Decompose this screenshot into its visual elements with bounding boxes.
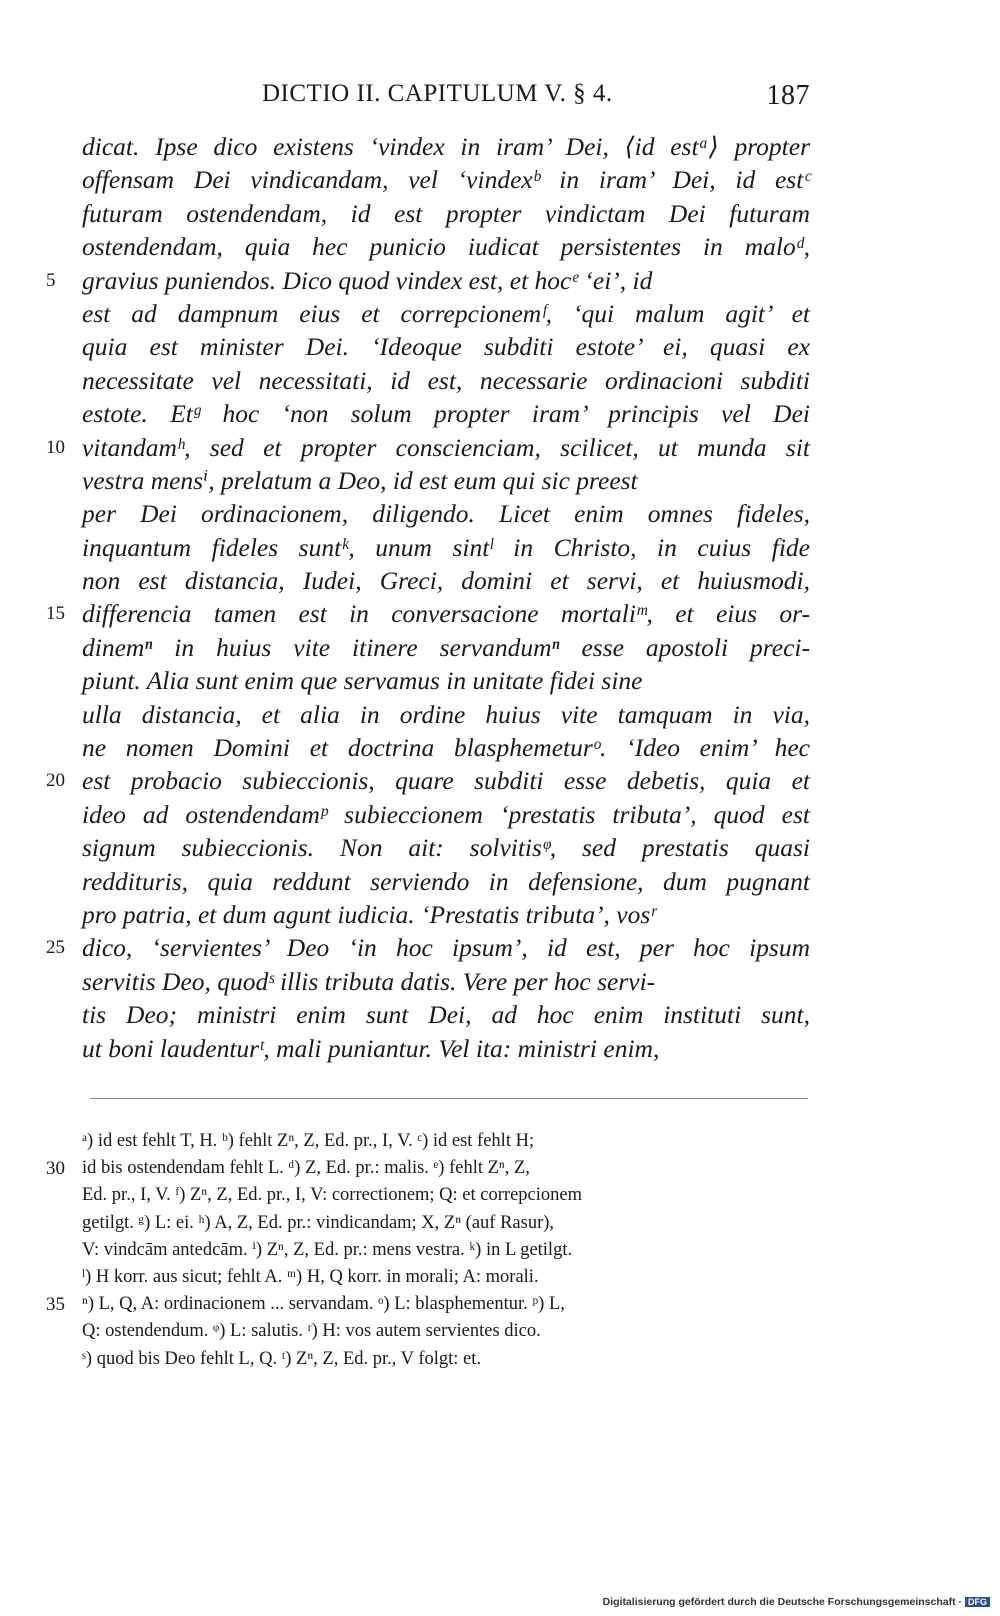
text-line bbox=[82, 731, 810, 764]
footnote-line bbox=[46, 1155, 810, 1182]
text-line bbox=[82, 698, 810, 731]
line-text: quia est minister Dei. ‘Ideoque subditi estote’ ei, quasi ex bbox=[82, 332, 810, 362]
line-text: ˢ) quod bis Deo fehlt L, Q. ᵗ) Zⁿ, Z, Ed. pr., V folgt: et. bbox=[82, 1348, 482, 1369]
text-line bbox=[82, 865, 810, 898]
line-text: pro patria, et dum agunt iudicia. ‘Prestatis tributa’, vosʳ bbox=[82, 899, 656, 929]
line-text: ulla distancia, et alia in ordine huius vite tamquam in via, bbox=[82, 699, 810, 729]
text-line bbox=[82, 798, 810, 831]
line-text: vitandamʰ, sed et propter conscienciam, scilicet, ut munda sit bbox=[82, 432, 810, 462]
text-line bbox=[82, 297, 810, 330]
text-line bbox=[82, 130, 810, 163]
line-text: inquantum fideles suntᵏ, unum sintˡ in Christo, in cuius fide bbox=[82, 532, 810, 562]
line-text: ⁿ) L, Q, A: ordinacionem ... servandam. ᵒ) L: blasphementur. ᵖ) L, bbox=[82, 1294, 565, 1315]
text-line bbox=[82, 163, 810, 196]
footnote-divider bbox=[90, 1098, 808, 1099]
line-text: futuram ostendendam, id est propter vindictam Dei futuram bbox=[82, 198, 810, 228]
footnote-line bbox=[82, 1128, 810, 1155]
credit-text: Digitalisierung gefördert durch die Deutsche Forschungsgemeinschaft · bbox=[602, 1596, 962, 1608]
digitization-credit bbox=[603, 1596, 990, 1608]
line-text: dico, ‘servientes’ Deo ‘in hoc ipsum’, id est, per hoc ipsum bbox=[82, 933, 810, 963]
line-text: ideo ad ostendendamᵖ subieccionem ‘prestatis tributa’, quod est bbox=[82, 799, 810, 829]
line-text: est probacio subieccionis, quare subditi esse debetis, quia et bbox=[82, 766, 810, 796]
footnote-line bbox=[82, 1210, 810, 1237]
line-text: ˡ) H korr. aus sicut; fehlt A. ᵐ) H, Q korr. in morali; A: morali. bbox=[82, 1266, 539, 1287]
line-text: ut boni laudenturᵗ, mali puniantur. Vel ita: ministri enim, bbox=[82, 1033, 660, 1063]
footnote-line bbox=[82, 1237, 810, 1264]
dfg-logo: DFG bbox=[965, 1597, 990, 1607]
line-text: dicat. Ipse dico existens ‘vindex in iram’ Dei, ⟨id estᵃ⟩ propter bbox=[82, 132, 810, 161]
text-line bbox=[82, 664, 810, 697]
text-line bbox=[46, 931, 810, 964]
main-text bbox=[46, 130, 810, 1065]
footnote-line bbox=[82, 1182, 810, 1209]
line-text: tis Deo; ministri enim sunt Dei, ad hoc enim instituti sunt, bbox=[82, 1000, 810, 1030]
line-text: offensam Dei vindicandam, vel ‘vindexᵇ in iram’ Dei, id estᶜ bbox=[82, 165, 810, 195]
text-line bbox=[82, 364, 810, 397]
text-line bbox=[82, 965, 810, 998]
line-text: est ad dampnum eius et correpcionemᶠ, ‘qui malum agit’ et bbox=[82, 298, 810, 328]
line-text: estote. Etᵍ hoc ‘non solum propter iram’ principis vel Dei bbox=[82, 399, 810, 429]
text-line bbox=[46, 597, 810, 630]
text-line bbox=[82, 564, 810, 597]
line-text: signum subieccionis. Non ait: solvitisᵠ, sed prestatis quasi bbox=[82, 833, 810, 863]
line-text: V: vindcām antedcām. ⁱ) Zⁿ, Z, Ed. pr.: mens vestra. ᵏ) in L getilgt. bbox=[82, 1239, 573, 1260]
line-text: servitis Deo, quodˢ illis tributa datis. Vere per hoc servi- bbox=[82, 966, 656, 996]
line-text: dinemⁿ in huius vite itinere servandumⁿ esse apostoli preci- bbox=[82, 632, 810, 662]
text-line bbox=[82, 197, 810, 230]
footnote-line bbox=[82, 1346, 810, 1373]
footnote-line bbox=[46, 1291, 810, 1318]
line-number: 20 bbox=[46, 770, 65, 792]
line-number: 35 bbox=[46, 1294, 65, 1316]
text-line bbox=[46, 764, 810, 797]
text-line bbox=[46, 431, 810, 464]
line-text: differencia tamen est in conversacione mortaliᵐ, et eius or- bbox=[82, 599, 810, 629]
text-line bbox=[82, 831, 810, 864]
footnotes bbox=[46, 1128, 810, 1373]
line-number: 30 bbox=[46, 1158, 65, 1180]
line-text: gravius puniendos. Dico quod vindex est, et hocᵉ ‘ei’, id bbox=[82, 265, 653, 295]
line-text: ᵃ) id est fehlt T, H. ᵇ) fehlt Zⁿ, Z, Ed. pr., I, V. ᶜ) id est fehlt H; bbox=[82, 1131, 535, 1151]
line-text: per Dei ordinacionem, diligendo. Licet enim omnes fideles, bbox=[82, 499, 810, 529]
text-line bbox=[46, 264, 810, 297]
text-line bbox=[82, 1032, 810, 1065]
text-line bbox=[82, 464, 810, 497]
page-header bbox=[82, 76, 810, 116]
line-text: non est distancia, Iudei, Greci, domini et servi, et huiusmodi, bbox=[82, 566, 810, 596]
line-number: 5 bbox=[46, 269, 56, 291]
text-line bbox=[82, 998, 810, 1031]
line-number: 15 bbox=[46, 603, 65, 625]
page-number: 187 bbox=[766, 80, 810, 111]
line-text: id bis ostendendam fehlt L. ᵈ) Z, Ed. pr.: malis. ᵉ) fehlt Zⁿ, Z, bbox=[82, 1158, 530, 1179]
text-line bbox=[82, 497, 810, 530]
line-text: Ed. pr., I, V. ᶠ) Zⁿ, Z, Ed. pr., I, V: correctionem; Q: et correpcionem bbox=[82, 1185, 582, 1206]
text-line bbox=[82, 898, 810, 931]
line-text: ostendendam, quia hec punicio iudicat persistentes in maloᵈ, bbox=[82, 232, 810, 262]
text-line bbox=[82, 230, 810, 263]
line-number: 10 bbox=[46, 436, 65, 458]
text-line bbox=[82, 631, 810, 664]
line-text: Q: ostendendum. ᵠ) L: salutis. ʳ) H: vos autem servientes dico. bbox=[82, 1321, 541, 1342]
line-text: reddituris, quia reddunt serviendo in defensione, dum pugnant bbox=[82, 866, 810, 896]
text-line bbox=[82, 531, 810, 564]
line-text: necessitate vel necessitati, id est, necessarie ordinacioni subditi bbox=[82, 365, 810, 395]
running-title: DICTIO II. CAPITULUM V. § 4. bbox=[262, 80, 613, 107]
line-text: ne nomen Domini et doctrina blasphemeturᵒ. ‘Ideo enim’ hec bbox=[82, 733, 810, 763]
footnote-line bbox=[82, 1264, 810, 1291]
text-line bbox=[82, 397, 810, 430]
line-text: piunt. Alia sunt enim que servamus in unitate fidei sine bbox=[82, 666, 643, 696]
line-text: vestra mensⁱ, prelatum a Deo, id est eum qui sic preest bbox=[82, 465, 638, 495]
text-line bbox=[82, 330, 810, 363]
line-text: getilgt. ᵍ) L: ei. ʰ) A, Z, Ed. pr.: vindicandam; X, Zⁿ (auf Rasur), bbox=[82, 1212, 555, 1233]
line-number: 25 bbox=[46, 937, 65, 959]
footnote-line bbox=[82, 1318, 810, 1345]
